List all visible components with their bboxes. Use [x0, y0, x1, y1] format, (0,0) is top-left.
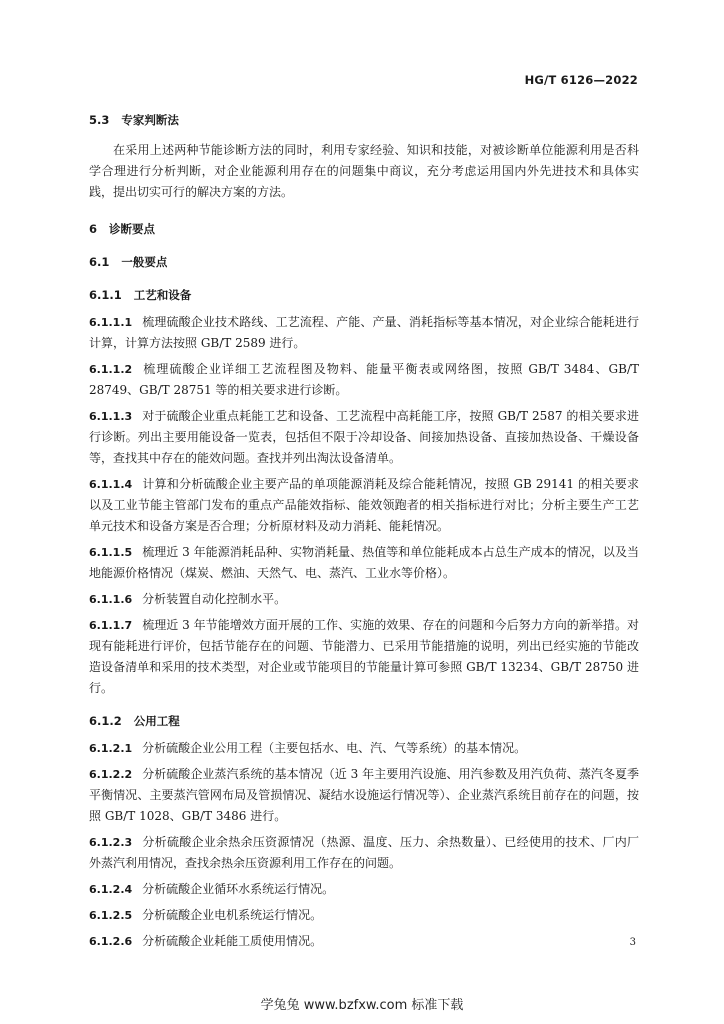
- clause-number: 6.1.2.1: [89, 742, 133, 755]
- footer-watermark-text: 学兔兔 www.bzfxw.com 标准下载: [260, 998, 464, 1013]
- section-number: 5.3: [89, 113, 110, 127]
- clause-number: 6.1.2.3: [89, 836, 133, 849]
- clause-text: 计算和分析硫酸企业主要产品的单项能源消耗及综合能耗情况，按照 GB 29141 的相关要求以及工业节能主管部门发布的重点产品能效指标、能效领跑者的相关指标进行对比；分析主要生产工艺单元技术和设备方案是否合理；分析原材料及动力消耗、能耗情况。: [89, 477, 639, 533]
- section-title: 诊断要点: [109, 222, 156, 236]
- clause-6-1-1-6: [89, 589, 639, 610]
- clause-6-1-2-5: [89, 905, 639, 926]
- section-title: 一般要点: [121, 255, 168, 269]
- clause-text: 分析硫酸企业循环水系统运行情况。: [142, 882, 335, 896]
- clause-6-1-1-2: [89, 359, 639, 401]
- section-number: 6.1: [89, 255, 110, 269]
- clause-6-1-1-7: [89, 615, 639, 699]
- clause-number: 6.1.2.2: [89, 768, 133, 781]
- clause-6-1-2-2: [89, 764, 639, 827]
- clause-number: 6.1.1.6: [89, 593, 133, 606]
- clause-text: 梳理硫酸企业详细工艺流程图及物料、能量平衡表或网络图，按照 GB/T 3484、GB/T 28749、GB/T 28751 等的相关要求进行诊断。: [89, 362, 639, 397]
- clause-text: 分析硫酸企业余热余压资源情况（热源、温度、压力、余热数量）、已经使用的技术、厂内厂外蒸汽利用情况，查找余热余压资源利用工作存在的问题。: [89, 835, 639, 870]
- clause-text: 分析硫酸企业公用工程（主要包括水、电、汽、气等系统）的基本情况。: [142, 741, 527, 755]
- section-number: 6: [89, 222, 98, 236]
- clause-number: 6.1.1.2: [89, 363, 133, 376]
- clause-text: 梳理硫酸企业技术路线、工艺流程、产能、产量、消耗指标等基本情况，对企业综合能耗进行计算，计算方法按照 GB/T 2589 进行。: [89, 315, 639, 350]
- clause-number: 6.1.2.5: [89, 909, 133, 922]
- clause-text: 分析硫酸企业电机系统运行情况。: [142, 908, 323, 922]
- section-number: 6.1.1: [89, 288, 122, 302]
- section-number: 6.1.2: [89, 714, 122, 728]
- clause-number: 6.1.2.6: [89, 935, 133, 948]
- clause-6-1-2-3: [89, 832, 639, 874]
- clause-text: 梳理近 3 年能源消耗品种、实物消耗量、热值等和单位能耗成本占总生产成本的情况，以及当地能源价格情况（煤炭、燃油、天然气、电、蒸汽、工业水等价格）。: [89, 545, 639, 580]
- clause-6-1-1-1: [89, 312, 639, 354]
- clause-number: 6.1.1.5: [89, 546, 133, 559]
- clause-6-1-1-3: [89, 406, 639, 469]
- clause-number: 6.1.1.3: [89, 410, 133, 423]
- clause-text: 对于硫酸企业重点耗能工艺和设备、工艺流程中高耗能工序，按照 GB/T 2587 的相关要求进行诊断。列出主要用能设备一览表，包括但不限于冷却设备、间接加热设备、直接加热设备、干燥设备等，查找其中存在的能效问题。查找并列出淘汰设备清单。: [89, 409, 639, 465]
- clause-number: 6.1.1.7: [89, 619, 133, 632]
- section-title: 专家判断法: [121, 113, 179, 127]
- section-heading-6-1-1: [89, 287, 639, 303]
- clause-text: 分析装置自动化控制水平。: [142, 592, 287, 606]
- clause-6-1-2-4: [89, 879, 639, 900]
- clause-6-1-2-1: [89, 738, 639, 759]
- document-body: [89, 110, 639, 952]
- section-title: 公用工程: [133, 714, 180, 728]
- clause-text: 分析硫酸企业蒸汽系统的基本情况（近 3 年主要用汽设施、用汽参数及用汽负荷、蒸汽冬夏季平衡情况、主要蒸汽管网布局及管损情况、凝结水设施运行情况等）、企业蒸汽系统目前存在的问题，按照 GB/T 1028、GB/T 3486 进行。: [89, 767, 639, 823]
- section-title: 工艺和设备: [133, 288, 192, 302]
- clause-6-1-2-6: [89, 931, 639, 952]
- section-heading-5-3: [89, 112, 639, 128]
- clause-number: 6.1.1.4: [89, 478, 133, 491]
- clause-number: 6.1.2.4: [89, 883, 133, 896]
- clause-6-1-1-4: [89, 474, 639, 537]
- clause-6-1-1-5: [89, 542, 639, 584]
- section-heading-6-1-2: [89, 713, 639, 729]
- page-number: 3: [629, 937, 636, 948]
- section-5-3-paragraph: 在采用上述两种节能诊断方法的同时，利用专家经验、知识和技能，对被诊断单位能源利用是否科学合理进行分析判断，对企业能源利用存在的问题集中商议，充分考虑运用国内外先进技术和具体实践，提出切实可行的解决方案的方法。: [89, 143, 639, 199]
- clause-number: 6.1.1.1: [89, 316, 133, 329]
- document-code: HG/T 6126—2022: [524, 73, 638, 87]
- clause-text: 梳理近 3 年节能增效方面开展的工作、实施的效果、存在的问题和今后努力方向的新举措。对现有能耗进行评价，包括节能存在的问题、节能潜力、已采用节能措施的说明，列出已经实施的节能改造设备清单和采用的技术类型，对企业或节能项目的节能量计算可参照 GB/T 13234、GB/T 28750 进行。: [89, 618, 639, 695]
- clause-text: 分析硫酸企业耗能工质使用情况。: [142, 934, 323, 948]
- section-heading-6-1: [89, 254, 639, 270]
- section-heading-6: [89, 221, 639, 237]
